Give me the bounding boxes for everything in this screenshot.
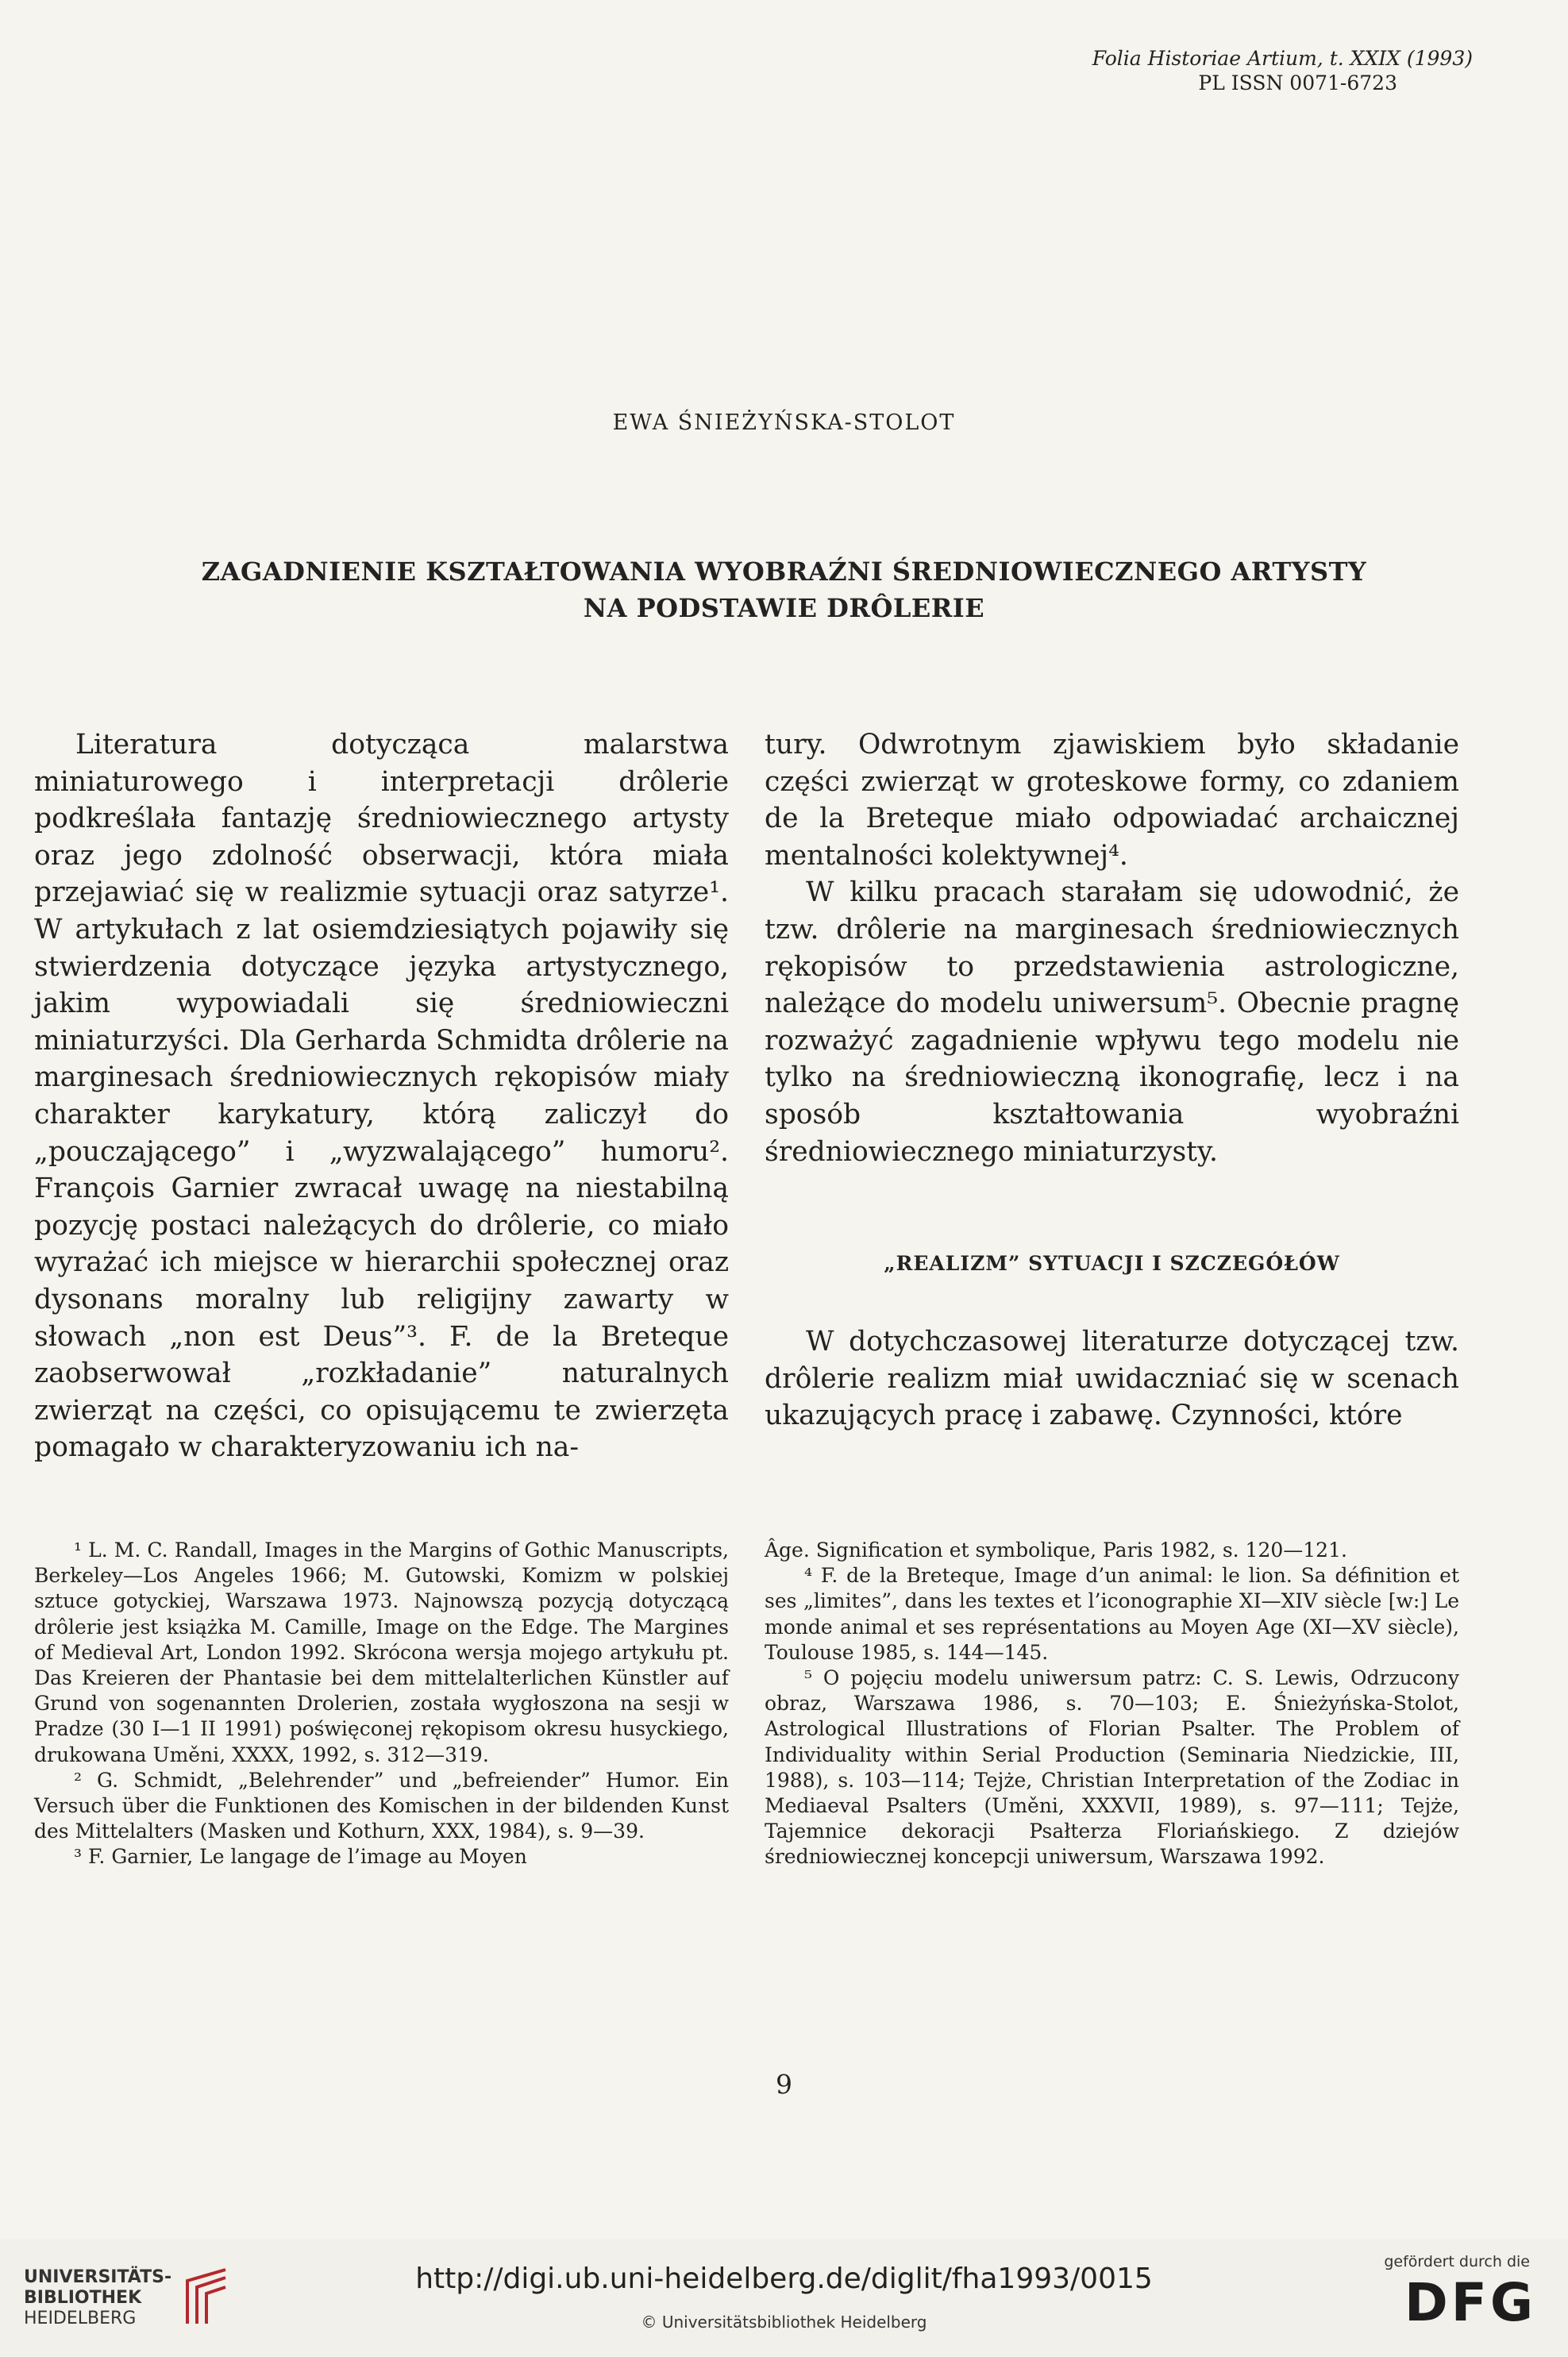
permalink[interactable]: http://digi.ub.uni-heidelberg.de/diglit/fha1993/0015 [415, 2263, 1153, 2295]
body-column-right-lower [765, 1323, 1459, 1435]
footnote: ⁵ O pojęciu modelu uniwersum patrz: C. S. Lewis, Odrzucony obraz, Warszawa 1986, s. 70—103; E. Śnieżyńska-Stolot, Astrological Illustrations of Florian Psalter. The Problem of Individuality within Serial Production (Seminaria Niedzickie, III, 1988), s. 103—114; Tejże, Christian Interpretation of the Zodiac in Mediaeval Psalters (Uměni, XXXVII, 1989), s. 97—111; Tejże, Tajemnice dekoracji Psałterza Floriańskiego. Z dziejów średniowiecznej koncepcji uniwersum, Warszawa 1992. [765, 1666, 1459, 1869]
journal-citation: Folia Historiae Artium, t. XXIX (1993) [1092, 47, 1473, 70]
body-column-right [765, 726, 1459, 1170]
body-paragraph: tury. Odwrotnym zjawiskiem było składanie części zwierząt w groteskowe formy, co zdaniem de la Breteque miało odpowiadać archaicznej mentalności kolektywnej⁴. [765, 729, 1459, 872]
digitization-footer [0, 2239, 1568, 2357]
footnote: ⁴ F. de la Breteque, Image d’un animal: le lion. Sa définition et ses „limites”, dans les textes et l’iconographie XI—XIV siècle [w:] Le monde animal et ses représentations au Moyen Age (XI—XV siècle), Toulouse 1985, s. 144—145. [765, 1564, 1459, 1664]
body-column-left [34, 726, 729, 1466]
funding-note: gefördert durch die [1384, 2253, 1530, 2270]
page-number: 9 [776, 2069, 792, 2100]
footnotes-right [765, 1538, 1459, 1870]
body-paragraph: Literatura dotycząca malarstwa miniaturowego i interpretacji drôlerie podkreślała fantazję średniowiecznego artysty oraz jego zdolność obserwacji, która miała przejawiać się w realizmie sytuacji oraz satyrze¹. W artykułach z lat osiemdziesiątych pojawiły się stwierdzenia dotyczące języka artystycznego, jakim wypowiadali się średniowieczni miniaturzyści. Dla Gerharda Schmidta drôlerie na marginesach średniowiecznych rękopisów miały charakter karykatury, którą zaliczył do „pouczającego” i „wyzwalającego” humoru². François Garnier zwracał uwagę na niestabilną pozycję postaci należących do drôlerie, co miało wyrażać ich miejsce w hierarchii społecznej oraz dysonans moralny lub religijny zawarty w słowach „non est Deus”³. F. de la Breteque zaobserwował „rozkładanie” naturalnych zwierząt na części, co opisującemu te zwierzęta pomagało w charakteryzowaniu ich na- [34, 729, 729, 1464]
article-title [0, 553, 1568, 626]
footnote: ² G. Schmidt, „Belehrender” und „befreiender” Humor. Ein Versuch über die Funktionen des Komischen in der bildenden Kunst des Mittelalters (Masken und Kothurn, XXX, 1984), s. 9—39. [34, 1768, 729, 1843]
section-heading: „REALIZM” SYTUACJI I SZCZEGÓŁÓW [884, 1252, 1340, 1275]
issn: PL ISSN 0071-6723 [1198, 71, 1397, 94]
footnote: ³ F. Garnier, Le langage de l’image au Moyen [74, 1845, 527, 1869]
journal-header [1092, 46, 1473, 95]
title-line-2: NA PODSTAWIE DRÔLERIE [583, 593, 985, 623]
footnote: Âge. Signification et symbolique, Paris 1982, s. 120—121. [765, 1539, 1347, 1562]
library-name: UNIVERSITÄTS- BIBLIOTHEK HEIDELBERG [24, 2267, 172, 2328]
body-paragraph: W dotychczasowej literaturze dotyczącej tzw. drôlerie realizm miał uwidaczniać się w scenach ukazujących pracę i zabawę. Czynności, które [765, 1326, 1459, 1432]
copyright-notice: © Universitätsbibliothek Heidelberg [641, 2313, 927, 2332]
title-line-1: ZAGADNIENIE KSZTAŁTOWANIA WYOBRAŹNI ŚREDNIOWIECZNEGO ARTYSTY [201, 557, 1367, 587]
dfg-logo: DFG [1404, 2272, 1536, 2333]
body-paragraph: W kilku pracach starałam się udowodnić, że tzw. drôlerie na marginesach średniowiecznych rękopisów to przedstawienia astrologiczne, należące do modelu uniwersum⁵. Obecnie pragnę rozważyć zagadnienie wpływu tego modelu nie tylko na średniowieczną ikonografię, lecz i na sposób kształtowania wyobraźni średniowiecznego miniaturzysty. [765, 876, 1459, 1168]
footnote: ¹ L. M. C. Randall, Images in the Margins of Gothic Manuscripts, Berkeley—Los Angeles 1966; M. Gutowski, Komizm w polskiej sztuce gotyckiej, Warszawa 1973. Najnowszą pozycją dotyczącą drôlerie jest książka M. Camille, Image on the Edge. The Margines of Medieval Art, London 1992. Skrócona wersja mojego artykułu pt. Das Kreieren der Phantasie bei dem mittelalterlichen Künstler auf Grund von sogenannten Drolerien, została wygłoszona na sesji w Pradze (30 I—1 II 1991) poświęconej rękopisom okresu husyckiego, drukowana Uměni, XXXX, 1992, s. 312—319. [34, 1539, 729, 1766]
footnotes-left [34, 1538, 729, 1870]
article-author: EWA ŚNIEŻYŃSKA-STOLOT [612, 410, 956, 435]
